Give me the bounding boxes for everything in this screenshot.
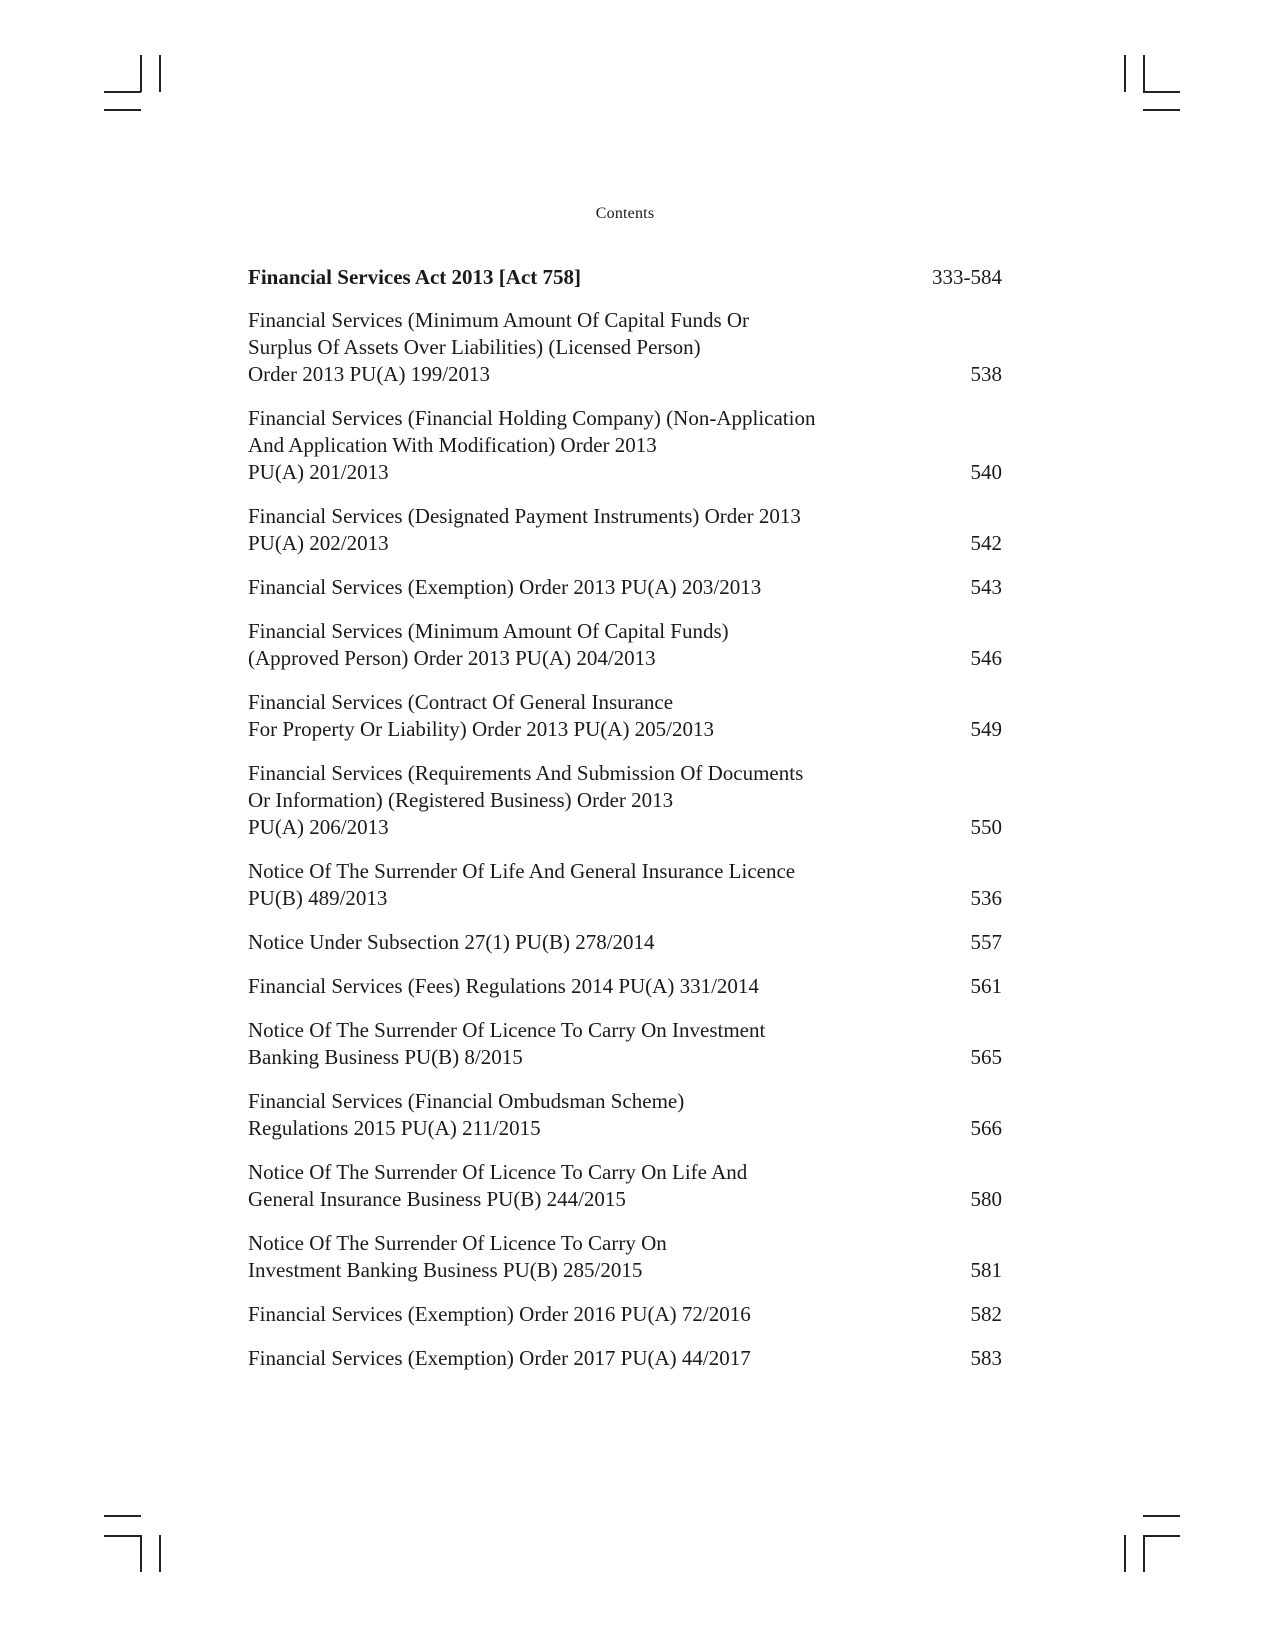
crop-mark-top-right-vertical-outer	[1124, 55, 1126, 92]
crop-mark-top-left-trim	[104, 109, 141, 111]
toc-entry-page-number: 583	[970, 1346, 1002, 1370]
toc-entry-title-line: Notice Of The Surrender Of Life And General Insurance Licence	[248, 859, 796, 883]
toc-entry-title-line: Notice Under Subsection 27(1) PU(B) 278/2014	[248, 930, 655, 954]
toc-entry-title-line: PU(A) 202/2013	[248, 531, 389, 555]
toc-entry-page-number: 543	[970, 575, 1002, 599]
toc-heading-page-range: 333-584	[932, 265, 1002, 289]
crop-mark-bottom-right-vertical-inner	[1143, 1535, 1145, 1572]
toc-entry	[248, 929, 1002, 956]
toc-entry-title-line: (Approved Person) Order 2013 PU(A) 204/2013	[248, 646, 656, 670]
crop-mark-bottom-left-horizontal	[104, 1535, 141, 1537]
crop-mark-bottom-right-trim	[1143, 1515, 1180, 1517]
toc-entry-title-line: And Application With Modification) Order 2013	[248, 433, 657, 457]
toc-entry-title-line: Order 2013 PU(A) 199/2013	[248, 362, 491, 386]
toc-entry-page-number: 582	[970, 1302, 1002, 1326]
toc-entry-page-number: 565	[970, 1045, 1002, 1069]
toc-entry-page-number: 550	[970, 815, 1002, 839]
toc-entry	[248, 618, 1002, 672]
toc-entry	[248, 1230, 1002, 1284]
toc-entry-page-number: 566	[970, 1116, 1002, 1140]
toc-entry-title-line: PU(B) 489/2013	[248, 886, 388, 910]
toc-entry-title-line: Or Information) (Registered Business) Order 2013	[248, 788, 674, 812]
toc-entry	[248, 1159, 1002, 1213]
toc-entry-title-line: Investment Banking Business PU(B) 285/2015	[248, 1258, 643, 1282]
toc-entry-page-number: 538	[970, 362, 1002, 386]
toc-entry-title-line: Regulations 2015 PU(A) 211/2015	[248, 1116, 541, 1140]
toc-entry-title-line: Surplus Of Assets Over Liabilities) (Licensed Person)	[248, 335, 701, 359]
toc-entry-title-line: Financial Services (Minimum Amount Of Capital Funds)	[248, 619, 729, 643]
toc-entry	[248, 689, 1002, 743]
toc-entry-page-number: 581	[970, 1258, 1002, 1282]
toc-entry-title-line: Financial Services (Exemption) Order 2013 PU(A) 203/2013	[248, 575, 762, 599]
toc-entry-title	[248, 929, 951, 956]
crop-mark-top-left-horizontal	[104, 91, 141, 93]
toc-entry-title	[248, 307, 951, 388]
toc-entry-title-line: PU(A) 201/2013	[248, 460, 389, 484]
table-of-contents	[248, 264, 1002, 1389]
toc-entry-title	[248, 973, 951, 1000]
toc-entry-title-line: Financial Services (Designated Payment Instruments) Order 2013	[248, 504, 801, 528]
crop-mark-bottom-left-vertical-inner	[140, 1535, 142, 1572]
crop-mark-top-right-vertical-inner	[1143, 55, 1145, 92]
toc-entry-title	[248, 760, 951, 841]
crop-mark-top-right-trim	[1143, 109, 1180, 111]
toc-entry-title-line: Notice Of The Surrender Of Licence To Carry On	[248, 1231, 667, 1255]
toc-entry-title	[248, 1017, 951, 1071]
toc-entry-title	[248, 1159, 951, 1213]
toc-entry-title-line: Notice Of The Surrender Of Licence To Carry On Life And	[248, 1160, 748, 1184]
toc-entry-title-line: Financial Services (Contract Of General Insurance	[248, 690, 674, 714]
toc-entry	[248, 1301, 1002, 1328]
toc-entry-title	[248, 574, 951, 601]
toc-entry-title-line: Financial Services (Exemption) Order 2016 PU(A) 72/2016	[248, 1302, 751, 1326]
toc-heading-title: Financial Services Act 2013 [Act 758]	[248, 265, 582, 289]
toc-entry	[248, 503, 1002, 557]
toc-entry-title-line: For Property Or Liability) Order 2013 PU(A) 205/2013	[248, 717, 715, 741]
toc-entry-title	[248, 858, 951, 912]
toc-entry-title	[248, 618, 951, 672]
toc-entry-title-line: Financial Services (Fees) Regulations 2014 PU(A) 331/2014	[248, 974, 759, 998]
crop-mark-bottom-right-horizontal	[1143, 1535, 1180, 1537]
toc-entry-title-line: PU(A) 206/2013	[248, 815, 389, 839]
toc-entry-list	[248, 307, 1002, 1372]
toc-entry-page-number: 561	[970, 974, 1002, 998]
toc-entry	[248, 760, 1002, 841]
toc-entry-page-number: 557	[970, 930, 1002, 954]
toc-entry	[248, 574, 1002, 601]
crop-mark-bottom-right-vertical-outer	[1124, 1535, 1126, 1572]
toc-entry-title	[248, 689, 951, 743]
toc-entry-title	[248, 1301, 951, 1328]
toc-entry-title	[248, 503, 951, 557]
toc-entry	[248, 405, 1002, 486]
toc-entry-page-number: 546	[970, 646, 1002, 670]
crop-mark-bottom-left-trim	[104, 1515, 141, 1517]
toc-entry-title-line: Financial Services (Exemption) Order 2017 PU(A) 44/2017	[248, 1346, 751, 1370]
toc-entry-page-number: 540	[970, 460, 1002, 484]
toc-entry-title-line: General Insurance Business PU(B) 244/2015	[248, 1187, 626, 1211]
toc-entry-page-number: 580	[970, 1187, 1002, 1211]
toc-entry-title-line: Financial Services (Financial Ombudsman Scheme)	[248, 1089, 685, 1113]
crop-mark-bottom-left-vertical-outer	[159, 1535, 161, 1572]
crop-mark-top-left-vertical-inner	[140, 55, 142, 92]
toc-entry-page-number: 536	[970, 886, 1002, 910]
toc-entry-title-line: Financial Services (Minimum Amount Of Capital Funds Or	[248, 308, 750, 332]
toc-entry-page-number: 542	[970, 531, 1002, 555]
toc-entry-page-number: 549	[970, 717, 1002, 741]
toc-heading-row	[248, 264, 1002, 291]
toc-entry-title-line: Banking Business PU(B) 8/2015	[248, 1045, 523, 1069]
toc-entry-title-line: Notice Of The Surrender Of Licence To Carry On Investment	[248, 1018, 766, 1042]
toc-entry	[248, 1088, 1002, 1142]
toc-entry-title	[248, 1088, 951, 1142]
crop-mark-top-right-horizontal	[1143, 91, 1180, 93]
toc-entry-title	[248, 405, 951, 486]
toc-entry	[248, 973, 1002, 1000]
toc-entry-title-line: Financial Services (Requirements And Submission Of Documents	[248, 761, 804, 785]
toc-entry	[248, 307, 1002, 388]
toc-entry	[248, 858, 1002, 912]
toc-entry-title-line: Financial Services (Financial Holding Company) (Non-Application	[248, 406, 816, 430]
toc-entry-title	[248, 1230, 951, 1284]
toc-entry-title	[248, 1345, 951, 1372]
running-head: Contents	[595, 205, 655, 222]
toc-entry	[248, 1345, 1002, 1372]
crop-mark-top-left-vertical-outer	[159, 55, 161, 92]
toc-entry	[248, 1017, 1002, 1071]
